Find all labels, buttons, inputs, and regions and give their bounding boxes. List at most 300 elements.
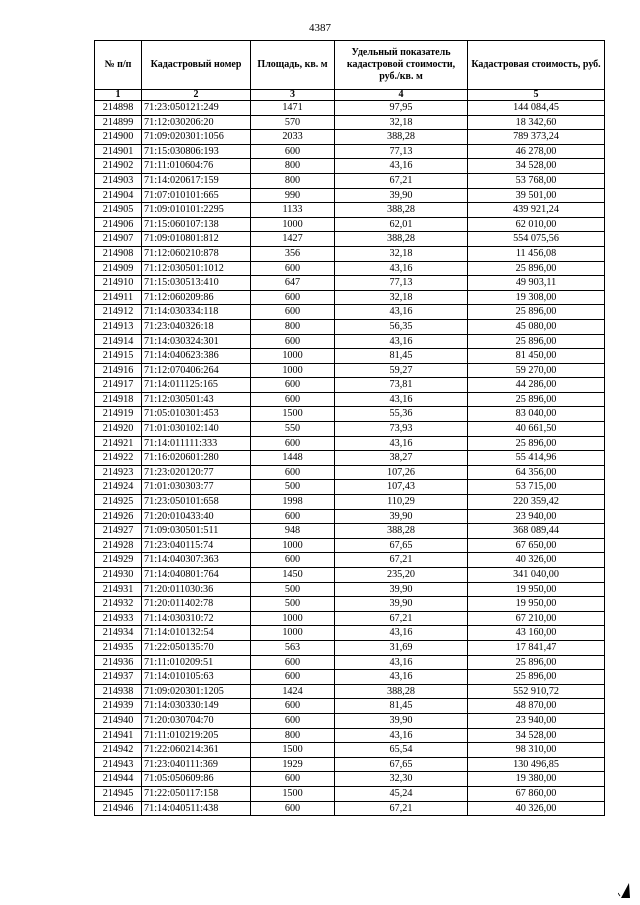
cadastral-number-cell: 71:12:030501:1012 [142,261,251,276]
cadastral-value-cell: 19 380,00 [468,772,605,787]
row-number-cell: 214909 [95,261,142,276]
cadastral-value-cell: 220 359,42 [468,495,605,510]
unit-value-cell: 77,13 [335,144,468,159]
cadastral-value-cell: 25 896,00 [468,436,605,451]
cadastral-number-cell: 71:23:040111:369 [142,757,251,772]
row-number-cell: 214905 [95,203,142,218]
cadastral-value-cell: 34 528,00 [468,159,605,174]
cadastral-number-cell: 71:14:030330:149 [142,699,251,714]
cadastral-value-cell: 25 896,00 [468,670,605,685]
area-cell: 800 [251,319,335,334]
table-row [95,290,605,305]
row-number-cell: 214936 [95,655,142,670]
row-number-cell: 214907 [95,232,142,247]
area-cell: 570 [251,115,335,130]
unit-value-cell: 67,21 [335,801,468,816]
table-row [95,261,605,276]
area-cell: 800 [251,173,335,188]
unit-value-cell: 43,16 [335,655,468,670]
cadastral-value-cell: 18 342,60 [468,115,605,130]
table-row [95,801,605,816]
area-cell: 1424 [251,684,335,699]
table-row [95,713,605,728]
table-row [95,319,605,334]
area-cell: 600 [251,670,335,685]
table-row [95,334,605,349]
cadastral-number-cell: 71:14:040307:363 [142,553,251,568]
area-cell: 500 [251,480,335,495]
unit-value-cell: 388,28 [335,684,468,699]
cadastral-value-cell: 45 080,00 [468,319,605,334]
row-number-cell: 214908 [95,246,142,261]
unit-value-cell: 32,18 [335,246,468,261]
table-row [95,188,605,203]
row-number-cell: 214910 [95,276,142,291]
table-row [95,276,605,291]
unit-value-cell: 55,36 [335,407,468,422]
row-number-cell: 214923 [95,465,142,480]
unit-value-cell: 107,26 [335,465,468,480]
row-number-cell: 214922 [95,451,142,466]
cadastral-value-cell: 25 896,00 [468,334,605,349]
cadastral-number-cell: 71:09:010101:2295 [142,203,251,218]
cadastral-number-cell: 71:20:011030:36 [142,582,251,597]
table-row [95,568,605,583]
unit-value-cell: 67,21 [335,173,468,188]
cadastral-number-cell: 71:23:050101:658 [142,495,251,510]
unit-value-cell: 81,45 [335,699,468,714]
cadastral-number-cell: 71:12:030501:43 [142,392,251,407]
unit-value-cell: 235,20 [335,568,468,583]
row-number-cell: 214902 [95,159,142,174]
table-row [95,597,605,612]
cadastral-number-cell: 71:23:050121:249 [142,101,251,116]
area-cell: 600 [251,436,335,451]
table-row [95,509,605,524]
cadastral-number-cell: 71:14:010105:63 [142,670,251,685]
row-number-cell: 214915 [95,349,142,364]
row-number-cell: 214911 [95,290,142,305]
table-row [95,772,605,787]
cadastral-number-cell: 71:23:040326:18 [142,319,251,334]
area-cell: 1500 [251,786,335,801]
area-cell: 600 [251,392,335,407]
unit-value-cell: 32,18 [335,290,468,305]
cadastral-number-cell: 71:01:030303:77 [142,480,251,495]
table-row [95,159,605,174]
cadastral-number-cell: 71:05:010301:453 [142,407,251,422]
area-cell: 1427 [251,232,335,247]
area-cell: 600 [251,261,335,276]
cadastral-value-cell: 81 450,00 [468,349,605,364]
cadastral-value-cell: 23 940,00 [468,713,605,728]
cadastral-value-cell: 44 286,00 [468,378,605,393]
row-number-cell: 214901 [95,144,142,159]
cadastral-value-cell: 19 308,00 [468,290,605,305]
table-body [95,101,605,816]
unit-value-cell: 39,90 [335,509,468,524]
column-number-row [95,90,605,101]
cadastral-value-cell: 53 768,00 [468,173,605,188]
table-row [95,553,605,568]
cadastral-number-cell: 71:11:010219:205 [142,728,251,743]
area-cell: 647 [251,276,335,291]
cadastral-number-cell: 71:05:050609:86 [142,772,251,787]
cadastral-value-cell: 40 661,50 [468,422,605,437]
cadastral-value-cell: 46 278,00 [468,144,605,159]
cadastral-number-cell: 71:22:060214:361 [142,743,251,758]
unit-value-cell: 39,90 [335,188,468,203]
area-cell: 600 [251,144,335,159]
cadastral-value-cell: 98 310,00 [468,743,605,758]
page-number: 4387 [309,22,331,34]
cadastral-number-cell: 71:14:030334:118 [142,305,251,320]
table-row [95,538,605,553]
corner-mark-icon [618,881,632,899]
table-row [95,407,605,422]
cadastral-number-cell: 71:14:040801:764 [142,568,251,583]
header-row [95,41,605,90]
cadastral-number-cell: 71:11:010209:51 [142,655,251,670]
cadastral-number-cell: 71:14:011125:165 [142,378,251,393]
cadastral-value-cell: 17 841,47 [468,640,605,655]
cadastral-value-cell: 23 940,00 [468,509,605,524]
area-cell: 600 [251,290,335,305]
row-number-cell: 214916 [95,363,142,378]
area-cell: 1448 [251,451,335,466]
cadastral-value-cell: 67 650,00 [468,538,605,553]
header-cadastral-value: Кадастровая стоимость, руб. [468,41,605,90]
cadastral-value-cell: 64 356,00 [468,465,605,480]
cadastral-value-cell: 19 950,00 [468,597,605,612]
unit-value-cell: 56,35 [335,319,468,334]
area-cell: 500 [251,597,335,612]
table-row [95,392,605,407]
cadastral-number-cell: 71:09:010801:812 [142,232,251,247]
table-row [95,232,605,247]
area-cell: 1500 [251,743,335,758]
unit-value-cell: 39,90 [335,597,468,612]
cadastral-number-cell: 71:15:030806:193 [142,144,251,159]
column-number: 1 [95,90,142,101]
area-cell: 600 [251,334,335,349]
cadastral-number-cell: 71:09:020301:1205 [142,684,251,699]
cadastral-number-cell: 71:09:030501:511 [142,524,251,539]
unit-value-cell: 67,65 [335,538,468,553]
cadastral-value-cell: 25 896,00 [468,392,605,407]
cadastral-number-cell: 71:14:040623:386 [142,349,251,364]
table-row [95,743,605,758]
row-number-cell: 214935 [95,640,142,655]
cadastral-value-cell: 67 860,00 [468,786,605,801]
table-row [95,378,605,393]
row-number-cell: 214940 [95,713,142,728]
unit-value-cell: 97,95 [335,101,468,116]
table-row [95,217,605,232]
cadastral-value-cell: 368 089,44 [468,524,605,539]
area-cell: 990 [251,188,335,203]
table-row [95,363,605,378]
unit-value-cell: 31,69 [335,640,468,655]
area-cell: 1000 [251,363,335,378]
cadastral-value-cell: 83 040,00 [468,407,605,422]
area-cell: 1000 [251,349,335,364]
cadastral-number-cell: 71:16:020601:280 [142,451,251,466]
area-cell: 1133 [251,203,335,218]
row-number-cell: 214933 [95,611,142,626]
table-row [95,655,605,670]
column-number: 3 [251,90,335,101]
column-number: 4 [335,90,468,101]
row-number-cell: 214942 [95,743,142,758]
cadastral-value-cell: 53 715,00 [468,480,605,495]
area-cell: 563 [251,640,335,655]
unit-value-cell: 62,01 [335,217,468,232]
table-row [95,130,605,145]
area-cell: 948 [251,524,335,539]
unit-value-cell: 39,90 [335,582,468,597]
area-cell: 1929 [251,757,335,772]
area-cell: 600 [251,509,335,524]
unit-value-cell: 81,45 [335,349,468,364]
cadastral-number-cell: 71:12:060210:878 [142,246,251,261]
row-number-cell: 214913 [95,319,142,334]
table-row [95,611,605,626]
area-cell: 800 [251,728,335,743]
area-cell: 1000 [251,626,335,641]
unit-value-cell: 43,16 [335,626,468,641]
row-number-cell: 214946 [95,801,142,816]
cadastral-number-cell: 71:22:050117:158 [142,786,251,801]
header-area: Площадь, кв. м [251,41,335,90]
cadastral-value-cell: 67 210,00 [468,611,605,626]
area-cell: 600 [251,305,335,320]
cadastral-value-cell: 25 896,00 [468,305,605,320]
cadastral-number-cell: 71:14:030310:72 [142,611,251,626]
row-number-cell: 214900 [95,130,142,145]
row-number-cell: 214912 [95,305,142,320]
area-cell: 1000 [251,538,335,553]
table-row [95,524,605,539]
table-row [95,626,605,641]
cadastral-number-cell: 71:11:010604:76 [142,159,251,174]
row-number-cell: 214945 [95,786,142,801]
cadastral-value-cell: 144 084,45 [468,101,605,116]
table-row [95,582,605,597]
area-cell: 600 [251,553,335,568]
cadastral-value-cell: 62 010,00 [468,217,605,232]
cadastral-value-cell: 439 921,24 [468,203,605,218]
cadastral-number-cell: 71:12:030206:20 [142,115,251,130]
cadastral-value-cell: 40 326,00 [468,553,605,568]
cadastral-value-cell: 39 501,00 [468,188,605,203]
table-row [95,640,605,655]
row-number-cell: 214932 [95,597,142,612]
cadastral-value-cell: 554 075,56 [468,232,605,247]
unit-value-cell: 67,65 [335,757,468,772]
cadastral-value-cell: 43 160,00 [468,626,605,641]
header-row-number: № п/п [95,41,142,90]
table-row [95,670,605,685]
unit-value-cell: 65,54 [335,743,468,758]
row-number-cell: 214926 [95,509,142,524]
area-cell: 1450 [251,568,335,583]
cadastral-number-cell: 71:14:030324:301 [142,334,251,349]
cadastral-number-cell: 71:14:040511:438 [142,801,251,816]
row-number-cell: 214928 [95,538,142,553]
row-number-cell: 214899 [95,115,142,130]
area-cell: 600 [251,699,335,714]
table-row [95,495,605,510]
cadastral-value-cell: 789 373,24 [468,130,605,145]
cadastral-value-cell: 130 496,85 [468,757,605,772]
unit-value-cell: 73,81 [335,378,468,393]
cadastral-number-cell: 71:20:030704:70 [142,713,251,728]
cadastral-number-cell: 71:14:020617:159 [142,173,251,188]
unit-value-cell: 67,21 [335,553,468,568]
cadastral-value-cell: 48 870,00 [468,699,605,714]
header-cadastral-number: Кадастровый номер [142,41,251,90]
cadastral-number-cell: 71:22:050135:70 [142,640,251,655]
unit-value-cell: 43,16 [335,334,468,349]
unit-value-cell: 45,24 [335,786,468,801]
cadastral-number-cell: 71:15:030513:410 [142,276,251,291]
unit-value-cell: 388,28 [335,203,468,218]
cadastral-number-cell: 71:09:020301:1056 [142,130,251,145]
area-cell: 600 [251,465,335,480]
cadastral-value-cell: 59 270,00 [468,363,605,378]
row-number-cell: 214944 [95,772,142,787]
row-number-cell: 214904 [95,188,142,203]
cadastral-value-cell: 552 910,72 [468,684,605,699]
unit-value-cell: 43,16 [335,728,468,743]
cadastral-number-cell: 71:23:040115:74 [142,538,251,553]
area-cell: 600 [251,713,335,728]
row-number-cell: 214931 [95,582,142,597]
unit-value-cell: 43,16 [335,392,468,407]
unit-value-cell: 67,21 [335,611,468,626]
area-cell: 356 [251,246,335,261]
unit-value-cell: 77,13 [335,276,468,291]
unit-value-cell: 43,16 [335,261,468,276]
unit-value-cell: 59,27 [335,363,468,378]
table-row [95,349,605,364]
row-number-cell: 214925 [95,495,142,510]
unit-value-cell: 388,28 [335,524,468,539]
area-cell: 600 [251,801,335,816]
unit-value-cell: 388,28 [335,232,468,247]
unit-value-cell: 107,43 [335,480,468,495]
cadastral-value-cell: 34 528,00 [468,728,605,743]
table-row [95,305,605,320]
unit-value-cell: 38,27 [335,451,468,466]
row-number-cell: 214937 [95,670,142,685]
row-number-cell: 214920 [95,422,142,437]
table-row [95,144,605,159]
row-number-cell: 214934 [95,626,142,641]
row-number-cell: 214941 [95,728,142,743]
row-number-cell: 214943 [95,757,142,772]
row-number-cell: 214919 [95,407,142,422]
cadastral-number-cell: 71:20:011402:78 [142,597,251,612]
table-row [95,203,605,218]
unit-value-cell: 43,16 [335,670,468,685]
cadastral-number-cell: 71:01:030102:140 [142,422,251,437]
cadastral-number-cell: 71:14:011111:333 [142,436,251,451]
row-number-cell: 214924 [95,480,142,495]
column-number: 2 [142,90,251,101]
cadastral-number-cell: 71:20:010433:40 [142,509,251,524]
table-row [95,786,605,801]
row-number-cell: 214906 [95,217,142,232]
cadastral-table [94,40,605,816]
unit-value-cell: 43,16 [335,159,468,174]
header-unit-value: Удельный показатель кадастровой стоимости, руб./кв. м [335,41,468,90]
unit-value-cell: 73,93 [335,422,468,437]
table-row [95,115,605,130]
row-number-cell: 214921 [95,436,142,451]
table-row [95,436,605,451]
cadastral-number-cell: 71:23:020120:77 [142,465,251,480]
unit-value-cell: 43,16 [335,305,468,320]
unit-value-cell: 388,28 [335,130,468,145]
cadastral-value-cell: 19 950,00 [468,582,605,597]
row-number-cell: 214917 [95,378,142,393]
row-number-cell: 214898 [95,101,142,116]
unit-value-cell: 110,29 [335,495,468,510]
row-number-cell: 214930 [95,568,142,583]
area-cell: 600 [251,772,335,787]
table-row [95,699,605,714]
area-cell: 1500 [251,407,335,422]
table-row [95,728,605,743]
table-row [95,422,605,437]
area-cell: 600 [251,655,335,670]
unit-value-cell: 32,18 [335,115,468,130]
unit-value-cell: 43,16 [335,436,468,451]
column-number: 5 [468,90,605,101]
row-number-cell: 214903 [95,173,142,188]
cadastral-value-cell: 25 896,00 [468,261,605,276]
row-number-cell: 214918 [95,392,142,407]
row-number-cell: 214938 [95,684,142,699]
area-cell: 1471 [251,101,335,116]
row-number-cell: 214927 [95,524,142,539]
table-row [95,465,605,480]
cadastral-value-cell: 40 326,00 [468,801,605,816]
area-cell: 1000 [251,217,335,232]
area-cell: 2033 [251,130,335,145]
cadastral-number-cell: 71:12:070406:264 [142,363,251,378]
unit-value-cell: 32,30 [335,772,468,787]
area-cell: 600 [251,378,335,393]
cadastral-number-cell: 71:07:010101:665 [142,188,251,203]
area-cell: 500 [251,582,335,597]
area-cell: 550 [251,422,335,437]
cadastral-number-cell: 71:14:010132:54 [142,626,251,641]
table-row [95,173,605,188]
area-cell: 1998 [251,495,335,510]
cadastral-number-cell: 71:15:060107:138 [142,217,251,232]
table-row [95,451,605,466]
cadastral-value-cell: 11 456,08 [468,246,605,261]
row-number-cell: 214939 [95,699,142,714]
cadastral-value-cell: 25 896,00 [468,655,605,670]
table-row [95,684,605,699]
cadastral-number-cell: 71:12:060209:86 [142,290,251,305]
unit-value-cell: 39,90 [335,713,468,728]
table-row [95,101,605,116]
